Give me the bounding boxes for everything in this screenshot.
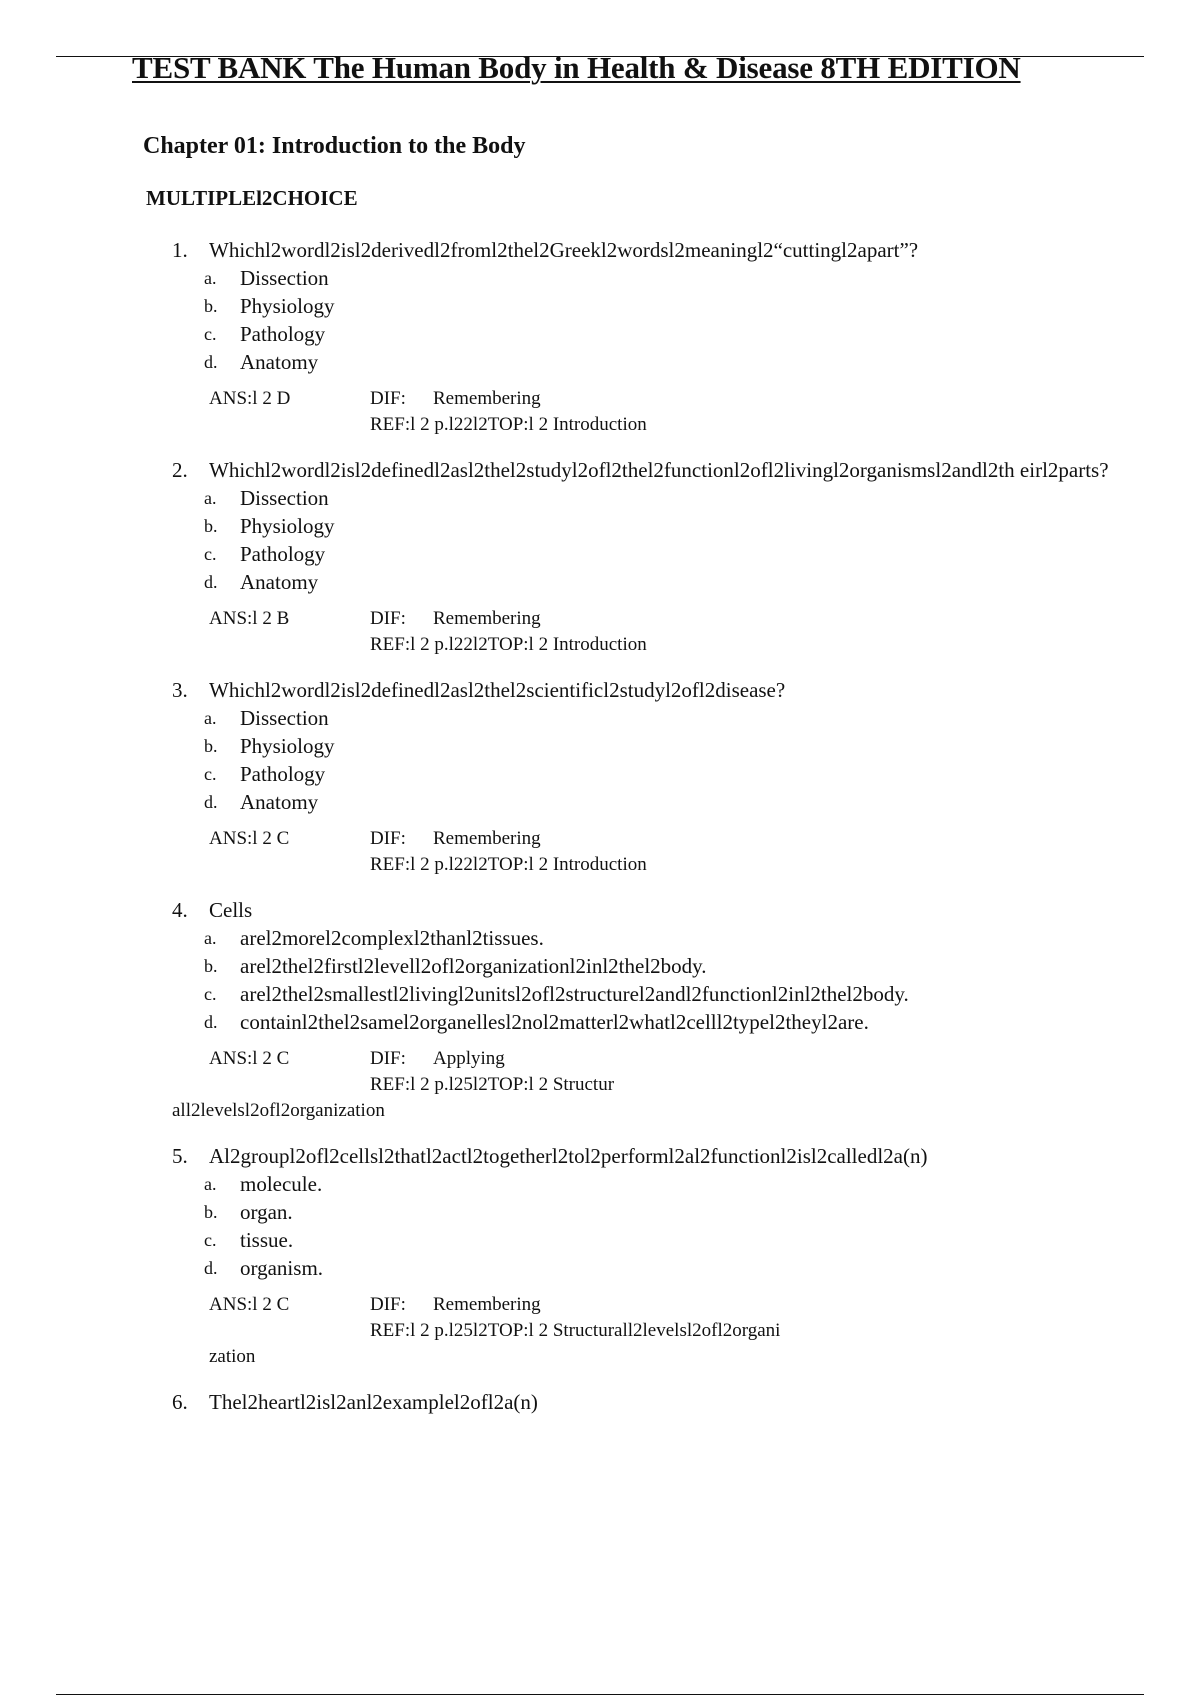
- answer-option: [204, 484, 1152, 512]
- question-text: Al2groupl2ofl2cellsl2thatl2actl2togetherl2tol2performl2al2functionl2isl2calledl2a(n): [209, 1144, 928, 1168]
- option-letter: c.: [204, 544, 217, 564]
- question-number: 4.: [172, 898, 188, 922]
- document-title: TEST BANK The Human Body in Health & Disease 8TH EDITION: [132, 50, 1021, 85]
- question-number: 6.: [172, 1390, 188, 1414]
- answer-key: ANS:l 2 D: [209, 388, 291, 409]
- answer-option: [204, 704, 1152, 732]
- answer-options: [172, 264, 1152, 376]
- reference-continuation: all2levelsl2ofl2organization: [172, 1100, 385, 1121]
- answer-option: [204, 1254, 1152, 1282]
- reference: REF:l 2 p.l22l2TOP:l 2 Introduction: [370, 414, 647, 435]
- answer-option: [204, 320, 1152, 348]
- reference: REF:l 2 p.l22l2TOP:l 2 Introduction: [370, 634, 647, 655]
- option-text: Anatomy: [240, 350, 319, 374]
- question-stem: [172, 1388, 1152, 1416]
- question-stem: [172, 1142, 1152, 1170]
- answer-options: [172, 1170, 1152, 1282]
- chapter-title: Chapter 01: Introduction to the Body: [143, 133, 526, 159]
- option-letter: c.: [204, 764, 217, 784]
- option-text: arel2thel2smallestl2livingl2unitsl2ofl2structurel2andl2functionl2inl2thel2body.: [240, 982, 909, 1006]
- answer-key: ANS:l 2 C: [209, 1048, 290, 1069]
- answer-key: ANS:l 2 C: [209, 828, 290, 849]
- option-letter: d.: [204, 352, 218, 372]
- question-1: [172, 236, 1152, 438]
- answer-option: [204, 732, 1152, 760]
- question-number: 3.: [172, 678, 188, 702]
- difficulty-label: DIF:: [370, 608, 406, 629]
- option-letter: b.: [204, 956, 218, 976]
- answer-option: [204, 540, 1152, 568]
- bottom-rule: [56, 1694, 1144, 1695]
- difficulty-value: Remembering: [433, 828, 541, 849]
- question-stem: [172, 676, 1152, 704]
- reference: REF:l 2 p.l25l2TOP:l 2 Structur: [370, 1074, 615, 1095]
- option-text: molecule.: [240, 1172, 323, 1196]
- option-letter: c.: [204, 324, 217, 344]
- option-text: arel2thel2firstl2levell2ofl2organizationl2inl2thel2body.: [240, 954, 707, 978]
- question-5: [172, 1142, 1152, 1370]
- difficulty-value: Remembering: [433, 608, 541, 629]
- difficulty-label: DIF:: [370, 828, 406, 849]
- question-stem: [172, 896, 1152, 924]
- question-text: Whichl2wordl2isl2definedl2asl2thel2scientificl2studyl2ofl2disease?: [209, 678, 786, 702]
- question-4: [172, 896, 1152, 1124]
- option-text: organism.: [240, 1256, 324, 1280]
- option-text: Physiology: [240, 734, 335, 758]
- question-3: [172, 676, 1152, 878]
- answer-option: [204, 788, 1152, 816]
- answer-option: [204, 292, 1152, 320]
- option-text: organ.: [240, 1200, 293, 1224]
- question-number: 2.: [172, 458, 188, 482]
- option-letter: a.: [204, 1174, 217, 1194]
- option-text: tissue.: [240, 1228, 294, 1252]
- option-letter: c.: [204, 1230, 217, 1250]
- question-text: Cells: [209, 898, 253, 922]
- answer-options: [172, 484, 1152, 596]
- option-letter: b.: [204, 1202, 218, 1222]
- difficulty-value: Remembering: [433, 388, 541, 409]
- answer-options: [172, 704, 1152, 816]
- answer-metadata: [172, 1046, 1152, 1124]
- reference: REF:l 2 p.l25l2TOP:l 2 Structurall2levelsl2ofl2organi: [370, 1320, 781, 1341]
- difficulty-value: Remembering: [433, 1294, 541, 1315]
- answer-option: [204, 924, 1152, 952]
- answer-option: [204, 348, 1152, 376]
- option-letter: d.: [204, 1258, 218, 1278]
- option-text: Physiology: [240, 294, 335, 318]
- difficulty-label: DIF:: [370, 388, 406, 409]
- answer-option: [204, 980, 1152, 1008]
- option-text: Anatomy: [240, 570, 319, 594]
- question-text: Whichl2wordl2isl2derivedl2froml2thel2Greekl2wordsl2meaningl2“cuttingl2apart”?: [209, 238, 919, 262]
- option-text: Pathology: [240, 322, 326, 346]
- option-text: arel2morel2complexl2thanl2tissues.: [240, 926, 544, 950]
- question-6: [172, 1388, 1152, 1416]
- option-letter: d.: [204, 572, 218, 592]
- answer-option: [204, 1008, 1152, 1036]
- answer-key: ANS:l 2 B: [209, 608, 290, 629]
- section-heading: MULTIPLEl2CHOICE: [146, 186, 358, 210]
- question-text: Thel2heartl2isl2anl2examplel2ofl2a(n): [209, 1390, 538, 1414]
- difficulty-label: DIF:: [370, 1048, 406, 1069]
- option-letter: a.: [204, 928, 217, 948]
- answer-option: [204, 1226, 1152, 1254]
- answer-key: ANS:l 2 C: [209, 1294, 290, 1315]
- answer-metadata: [172, 386, 1152, 438]
- option-letter: a.: [204, 268, 217, 288]
- option-letter: a.: [204, 708, 217, 728]
- option-text: Dissection: [240, 706, 329, 730]
- difficulty-value: Applying: [433, 1048, 505, 1069]
- option-letter: d.: [204, 1012, 218, 1032]
- question-number: 5.: [172, 1144, 188, 1168]
- option-text: containl2thel2samel2organellesl2nol2matterl2whatl2celll2typel2theyl2are.: [240, 1010, 869, 1034]
- option-letter: b.: [204, 516, 218, 536]
- option-text: Anatomy: [240, 790, 319, 814]
- option-text: Dissection: [240, 266, 329, 290]
- reference-continuation: zation: [209, 1346, 256, 1367]
- question-stem: [172, 456, 1152, 484]
- question-number: 1.: [172, 238, 188, 262]
- question-text: Whichl2wordl2isl2definedl2asl2thel2studyl2ofl2thel2functionl2ofl2livingl2organismsl2andl2th eirl2parts?: [209, 458, 1109, 482]
- answer-option: [204, 952, 1152, 980]
- option-text: Pathology: [240, 542, 326, 566]
- question-2: [172, 456, 1152, 658]
- option-text: Pathology: [240, 762, 326, 786]
- answer-metadata: [172, 606, 1152, 658]
- answer-option: [204, 1170, 1152, 1198]
- option-text: Dissection: [240, 486, 329, 510]
- option-text: Physiology: [240, 514, 335, 538]
- option-letter: b.: [204, 736, 218, 756]
- answer-option: [204, 1198, 1152, 1226]
- answer-option: [204, 568, 1152, 596]
- option-letter: c.: [204, 984, 217, 1004]
- answer-metadata: [172, 1292, 1152, 1370]
- answer-option: [204, 264, 1152, 292]
- question-list: [172, 236, 1152, 1434]
- answer-option: [204, 760, 1152, 788]
- option-letter: b.: [204, 296, 218, 316]
- answer-metadata: [172, 826, 1152, 878]
- reference: REF:l 2 p.l22l2TOP:l 2 Introduction: [370, 854, 647, 875]
- question-stem: [172, 236, 1152, 264]
- option-letter: d.: [204, 792, 218, 812]
- answer-options: [172, 924, 1152, 1036]
- difficulty-label: DIF:: [370, 1294, 406, 1315]
- option-letter: a.: [204, 488, 217, 508]
- answer-option: [204, 512, 1152, 540]
